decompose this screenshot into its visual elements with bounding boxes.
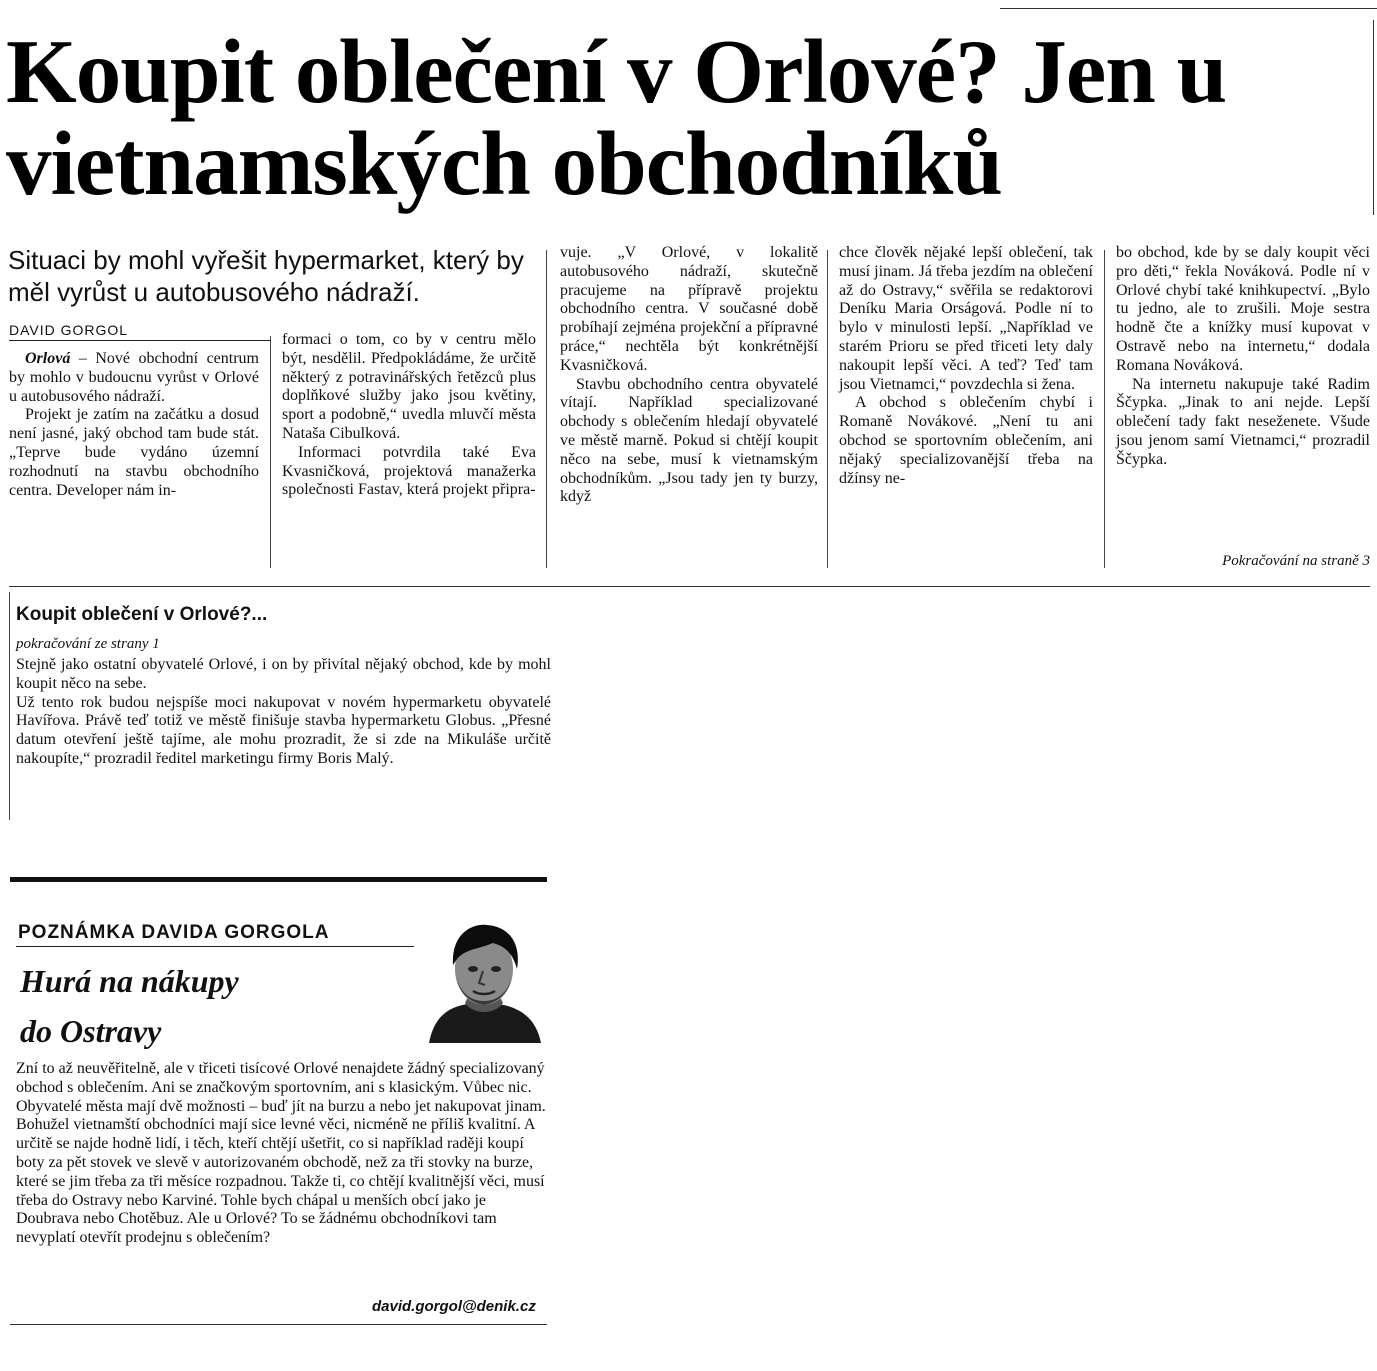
article-column-5: [1116, 244, 1370, 470]
article-column-2: [282, 331, 536, 500]
continuation-title: Koupit oblečení v Orlové?...: [16, 604, 268, 625]
dateline: Orlová: [25, 350, 71, 367]
commentary-bottom-rule: [10, 1324, 547, 1325]
continuation-paragraph-1: Stejně jako ostatní obyvatelé Orlové, i on by přivítal nějaký obchod, kde by mohl koupit něco na sebe.: [16, 656, 551, 692]
column-1-paragraph-1: – Nové obchodní centrum by mohlo v budoucnu vyrůst v Orlové u autobusového nádraží.: [9, 350, 259, 405]
continued-reference: Pokračování na straně 3: [1222, 553, 1370, 569]
byline: DAVID GORGOL: [9, 322, 271, 341]
right-edge-rule: [1373, 20, 1374, 215]
headline: Koupit oblečení v Orlové? Jen u vietnamských obchodníků: [6, 21, 1227, 214]
author-portrait: [421, 919, 547, 1043]
commentary-title: [20, 956, 410, 1056]
continuation-paragraph-2: Už tento rok budou nejspíše moci nakupovat v novém hypermarketu obyvatelé Havířova. Právě teď totiž ve městě finišuje stavba hypermarketu Globus. „Přesné datum otevření ještě tajíme, ale mohu prozradit, že si zde na Mikuláše určitě nakoupíte,“ prozradil ředitel marketingu firmy Boris Malý.: [16, 693, 551, 767]
continuation-from: pokračování ze strany 1: [16, 636, 160, 652]
article-column-1: [9, 350, 259, 500]
top-rule: [1000, 8, 1377, 9]
commentary-kicker: POZNÁMKA DAVIDA GORGOLA: [18, 922, 330, 943]
kicker-underline: [16, 946, 414, 947]
column-5-paragraph-1: bo obchod, kde by se daly koupit věci pro děti,“ řekla Nováková. Podle ní v Orlové chybí také knihkupectví. „Bylo tu jedno, ale to zrušili. Moje sestra hodně čte a knížky musí kupovat v Ostravě nebo na internetu,“ dodala Romana Nováková.: [1116, 244, 1370, 374]
column-3-paragraph-1: vuje. „V Orlové, v lokalitě autobusového nádraží, skutečně pracujeme na přípravě projektu obchodního centra. V současné době probíhají zejména projekční a přípravné práce,“ nechtěla být konkrétnější Kvasničková.: [560, 244, 818, 374]
article-column-4: [839, 244, 1093, 488]
column-divider: [827, 250, 828, 568]
commentary-title-line-2: do Ostravy: [20, 1013, 162, 1049]
column-3-paragraph-2: Stavbu obchodního centra obyvatelé vítají. Například specializované obchody s oblečením hledají obyvatelé ve městě marně. Pokud si chtějí koupit něco na sebe, musí k vietnamským obchodníkům. „Jsou tady jen ty burzy, když: [560, 375, 818, 506]
column-divider: [546, 250, 547, 568]
column-5-paragraph-2: Na internetu nakupuje také Radim Ščypka. „Jinak to ani nejde. Lepší oblečení tady fakt neseženete. Všude jsou jenom samí Vietnamci,“ prozradil Ščypka.: [1116, 375, 1370, 468]
article-bottom-rule: [9, 586, 1370, 587]
column-2-paragraph-1: formaci o tom, co by v centru mělo být, nesdělil. Předpokládáme, že určitě některý z potravinářských řetězců plus doplňkové služby jako jsou květiny, sport a podobně,“ uvedla mluvčí města Nataša Cibulková.: [282, 331, 536, 442]
commentary-title-line-1: Hurá na nákupy: [20, 963, 239, 999]
column-2-paragraph-2: Informaci potvrdila také Eva Kvasničková, projektová manažerka společnosti Fastav, která projekt připra-: [282, 443, 536, 499]
column-divider: [1104, 250, 1105, 568]
continuation-text: [16, 656, 551, 769]
commentary-top-bar: [10, 877, 547, 882]
column-4-paragraph-1: chce člověk nějaké lepší oblečení, tak musí jinam. Já třeba jezdím na oblečení až do Ostravy,“ svěřila se redaktorovi Deníku Maria Orságová. Podle ní to bylo v minulosti lepší. „Například ve starém Prioru se před třiceti lety daly nakoupit lepší věci. A teď? Teď tam jsou Vietnamci,“ povzdechla si žena.: [839, 244, 1093, 393]
column-divider: [270, 336, 271, 568]
article-column-3: [560, 244, 818, 507]
deck: Situaci by mohl vyřešit hypermarket, který by měl vyrůst u autobusového nádraží.: [8, 245, 524, 307]
column-4-paragraph-2: A obchod s oblečením chybí i Romaně Novákové. „Není tu ani obchod se sportovním oblečením, ani nějaký specializovanější třeba na džínsy ne-: [839, 394, 1093, 487]
continuation-box-border: [9, 592, 10, 820]
author-email: david.gorgol@denik.cz: [372, 1298, 536, 1315]
commentary-text: Zní to až neuvěřitelně, ale v třiceti tisícové Orlové nenajdete žádný specializovaný obchod s oblečením. Ani se značkovým sportovním, ani s klasickým. Vůbec nic. Obyvatelé města mají dvě možnosti – buď jít na burzu a nebo jet nakupovat jinam. Bohužel vietnamští obchodníci mají sice levné věci, nicméně ne příliš kvalitní. A určitě se najde hodně lidí, i těch, kteří chtějí ušetřit, co si například raději koupí boty za pět stovek ve slevě v autorizovaném obchodě, než za tři stovky na burze, které se jim třeba za tři měsíce rozpadnou. Takže ti, co chtějí kvalitnější věci, musí třeba do Ostravy nebo Karviné. Tohle bych chápal u menších obcí jako je Doubrava nebo Chotěbuz. Ale u Orlové? To se žádnému obchodníkovi tam nevyplatí otevřít prodejnu s oblečením?: [16, 1060, 546, 1247]
column-1-paragraph-2: Projekt je zatím na začátku a dosud není jasné, jaký obchod tam bude stát. „Teprve bude vydáno územní rozhodnutí na stavbu obchodního centra. Developer nám in-: [9, 406, 259, 499]
